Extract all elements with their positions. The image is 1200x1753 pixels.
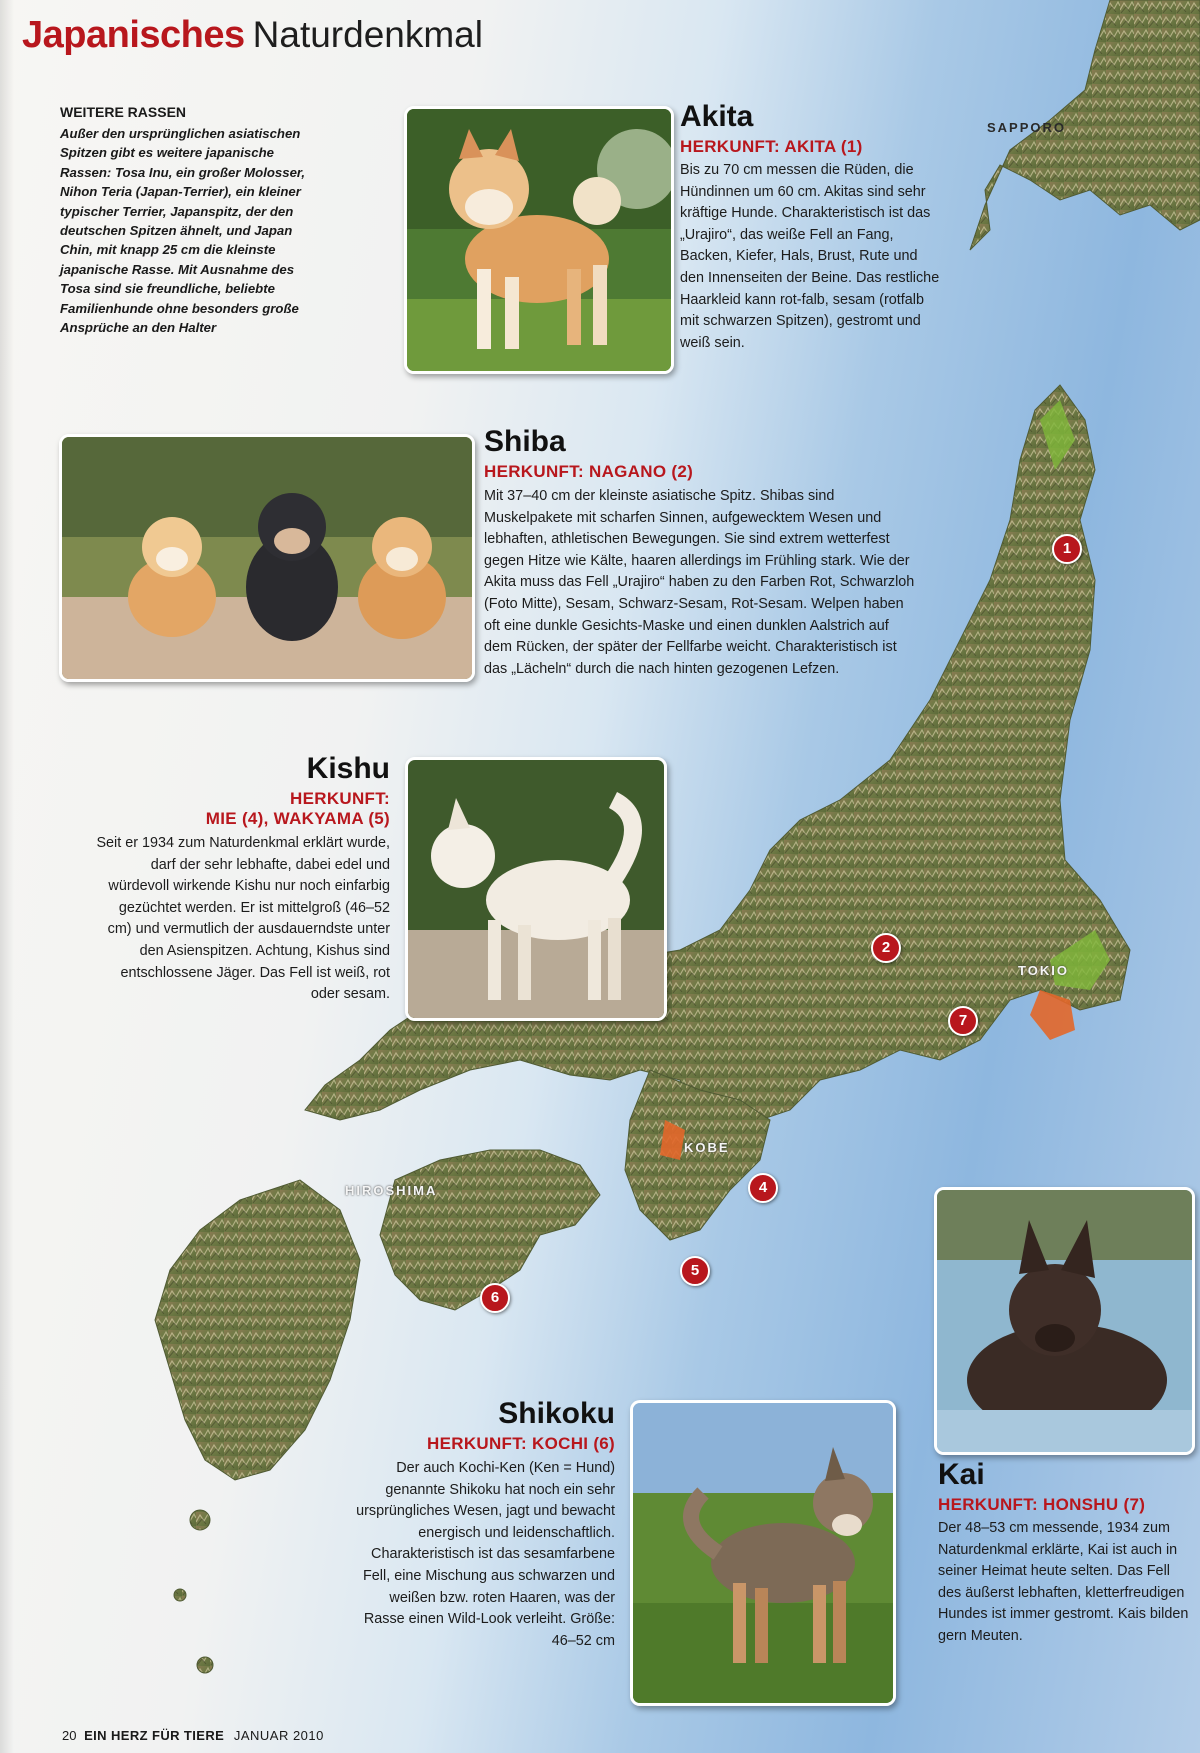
map-marker-7: 7 [948, 1006, 978, 1036]
issue-date: JANUAR 2010 [233, 1728, 324, 1743]
shikoku-text: Der auch Kochi-Ken (Ken = Hund) genannte Shikoku hat noch ein sehr ursprüngliches Wesen, jagt und bewacht energisch und leidenschaftlich. Charakteristisch ist das sesamfarbene Fell, eine Mischung aus schwarzen und weißen bzw. roten Haaren, was der Rasse einen Wild-Look verleiht. Größe: 46–52 cm [356, 1460, 615, 1649]
kishu-origin-line1: HERKUNFT: [290, 789, 390, 808]
header-title-red: Japanisches [22, 14, 245, 56]
shikoku-photo [630, 1400, 896, 1706]
sidebar-text: Außer den ursprünglichen asiatischen Spitzen gibt es weitere japanische Rassen: Tosa Inu, ein großer Molosser, Nihon Teria (Japan-Terrier), ein kleiner typischer Terrier, Japanspitz, der den deutschen Spitzen ähnelt, und Japan Chin, mit knapp 25 cm die kleinste japanische Rasse. Mit Ausnahme des Tosa sind sie freundliche, beliebte Familienhunde ohne besonders große Ansprüche an den Halter [60, 126, 306, 336]
sidebar-weitere-rassen [60, 104, 322, 337]
shiba-title: Shiba [484, 425, 566, 458]
sidebar-title: WEITERE RASSEN [60, 104, 187, 120]
shikoku-title: Shikoku [498, 1397, 615, 1430]
page-header [22, 14, 483, 57]
page-number: 20 [62, 1728, 77, 1743]
akita-photo [404, 106, 674, 374]
magazine-name: EIN HERZ FÜR TIERE [84, 1728, 225, 1743]
map-marker-6: 6 [480, 1283, 510, 1313]
akita-title: Akita [680, 100, 754, 133]
map-marker-2: 2 [871, 933, 901, 963]
kyushu-island [155, 1180, 360, 1480]
map-label-kobe: KOBE [684, 1140, 730, 1155]
akita-text: Bis zu 70 cm messen die Rüden, die Hündinnen um 60 cm. Akitas sind sehr kräftige Hunde. Charakteristisch ist das „Urajiro“, das weiße Fell an Fang, Backen, Kiefer, Hals, Brust, Rute und den Innenseiten der Beine. Das restliche Haarkleid kann rot-falb, sesam (rotfalb mit schwarzen Spitzen), gestromt und weiß sein. [680, 162, 940, 351]
shikoku-origin: HERKUNFT: KOCHI (6) [427, 1434, 615, 1453]
kishu-photo [405, 757, 667, 1021]
map-label-sapporo: SAPPORO [987, 120, 1067, 135]
akita-origin: HERKUNFT: AKITA (1) [680, 137, 863, 156]
map-marker-4: 4 [748, 1173, 778, 1203]
shiba-text: Mit 37–40 cm der kleinste asiatische Spitz. Shibas sind Muskelpakete mit scharfen Sinnen, aufgewecktem Wesen und lebhaften, athletischen Bewegungen. Sie sind extrem wetterfest gegen Hitze wie Kälte, haaren allerdings im Frühling stark. Wie der Akita muss das Fell „Urajiro“ haben zu den Farben Rot, Schwarzloh (Foto Mitte), Sesam, Schwarz-Sesam, Rot-Sesam. Welpen haben oft eine dunkle Gesichts-Maske und einen dunklen Aalstrich auf dem Rücken, der später der Fellfarbe weicht. Charakteristisch ist das „Lächeln“ durch die nach hinten gezogenen Lefzen. [484, 488, 915, 677]
shiba-photo [59, 434, 475, 682]
map-marker-5: 5 [680, 1256, 710, 1286]
map-label-tokio: TOKIO [1018, 963, 1069, 978]
page-footer [62, 1728, 324, 1743]
kishu-title: Kishu [306, 752, 390, 785]
header-title-black: Naturdenkmal [252, 14, 483, 55]
kishu-origin-line2: MIE (4), WAKYAMA (5) [205, 809, 390, 828]
kai-text: Der 48–53 cm messende, 1934 zum Naturdenkmal erklärte, Kai ist auch in seiner Heimat heute selten. Das Fell des äußerst lebhaften, kletterfreudigen Hundes ist immer gestromt. Kais bilden gern Meuten. [938, 1520, 1189, 1644]
kai-origin: HERKUNFT: HONSHU (7) [938, 1495, 1146, 1514]
kishu-text: Seit er 1934 zum Naturdenkmal erklärt wurde, darf der sehr lebhafte, dabei edel und würdevoll wirkende Kishu nur noch einfarbig gezüchtet werden. Er ist mittelgroß (46–52 cm) und vermutlich der ausdauerndste unter den Asienspitzen. Achtung, Kishus sind entschlossene Jäger. Das Fell ist weiß, rot oder sesam. [96, 835, 390, 1003]
map-label-hiroshima: HIROSHIMA [345, 1183, 438, 1198]
map-marker-1: 1 [1052, 534, 1082, 564]
kai-title: Kai [938, 1458, 985, 1491]
kai-photo [934, 1187, 1195, 1455]
shiba-origin: HERKUNFT: NAGANO (2) [484, 462, 694, 481]
